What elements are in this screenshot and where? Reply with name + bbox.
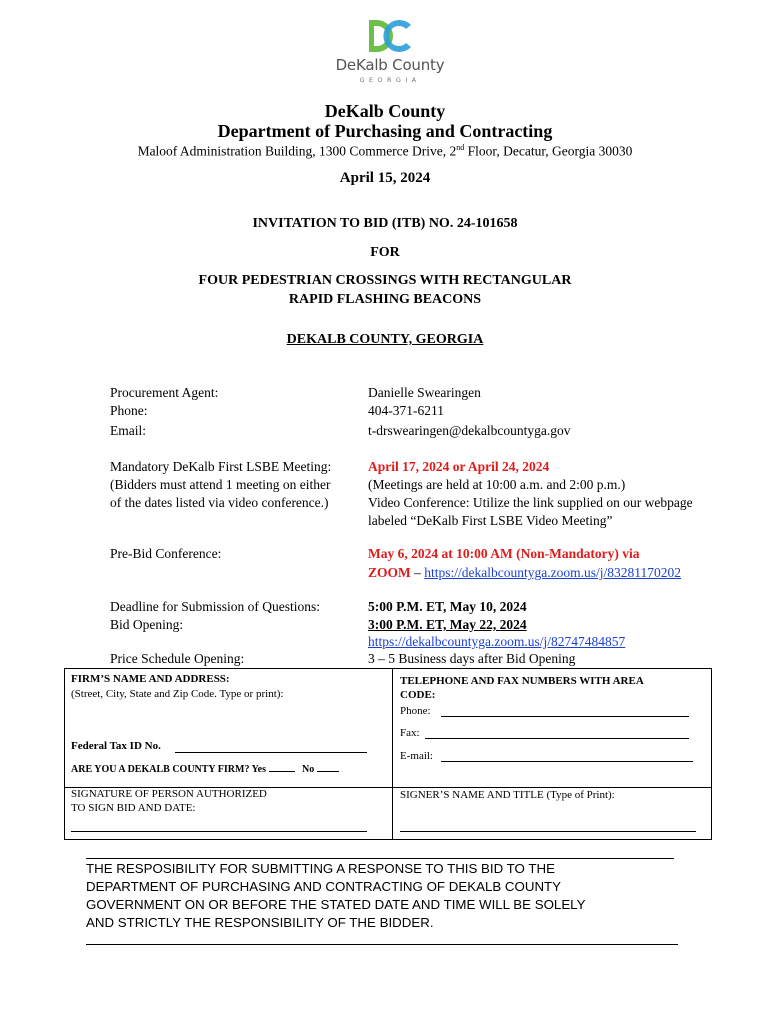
firm-name-label: FIRM’S NAME AND ADDRESS: bbox=[71, 673, 230, 685]
yes-field[interactable] bbox=[269, 762, 295, 772]
questions-label: Deadline for Submission of Questions: bbox=[110, 599, 320, 614]
price-opening: 3 – 5 Business days after Bid Opening bbox=[368, 651, 576, 666]
lsbe-label-line3: of the dates listed via video conference.) bbox=[110, 495, 329, 510]
tel-fax-label-line2: CODE: bbox=[400, 689, 436, 701]
signature-label-line1: SIGNATURE OF PERSON AUTHORIZED bbox=[71, 788, 267, 800]
prebid-label: Pre-Bid Conference: bbox=[110, 546, 222, 561]
price-label: Price Schedule Opening: bbox=[110, 651, 245, 666]
lsbe-label-line2: (Bidders must attend 1 meeting on either bbox=[110, 477, 331, 492]
signature-field[interactable] bbox=[71, 831, 367, 832]
email-field-label: E-mail: bbox=[400, 750, 433, 762]
dc-logo-icon bbox=[367, 18, 413, 54]
lsbe-video-line2: labeled “DeKalb First LSBE Video Meeting” bbox=[368, 513, 613, 528]
logo-county-text: DeKalb County bbox=[335, 56, 445, 74]
lsbe-dates: April 17, 2024 or April 24, 2024 bbox=[368, 459, 550, 474]
project-title-line2: RAPID FLASHING BEACONS bbox=[288, 292, 482, 307]
tax-id-label: Federal Tax ID No. bbox=[71, 740, 161, 752]
lsbe-times: (Meetings are held at 10:00 a.m. and 2:00 p.m.) bbox=[368, 477, 626, 492]
tel-fax-label-line1: TELEPHONE AND FAX NUMBERS WITH AREA bbox=[400, 675, 644, 687]
signer-name-field[interactable] bbox=[400, 831, 696, 832]
email-field[interactable] bbox=[441, 761, 693, 762]
fax-field-label: Fax: bbox=[400, 727, 420, 739]
agent-email[interactable]: t-drswearingen@dekalbcountyga.gov bbox=[368, 423, 571, 438]
bidder-info-form bbox=[64, 668, 712, 840]
project-title-line1: FOUR PEDESTRIAN CROSSINGS WITH RECTANGULAR bbox=[198, 273, 572, 288]
questions-deadline: 5:00 P.M. ET, May 10, 2024 bbox=[368, 599, 527, 614]
no-field[interactable] bbox=[317, 762, 339, 772]
firm-address-hint: (Street, City, State and Zip Code. Type or print): bbox=[71, 688, 284, 700]
prebid-zoom-link[interactable]: https://dekalbcountyga.zoom.us/j/83281170202 bbox=[424, 565, 681, 580]
opening-label: Bid Opening: bbox=[110, 617, 184, 632]
agent-phone: 404-371-6211 bbox=[368, 403, 444, 418]
email-label: Email: bbox=[110, 423, 146, 438]
bid-opening-zoom-link[interactable]: https://dekalbcountyga.zoom.us/j/82747484857 bbox=[368, 634, 626, 649]
signature-label-line2: TO SIGN BID AND DATE: bbox=[71, 802, 196, 814]
for-label: FOR bbox=[370, 245, 400, 260]
fax-field[interactable] bbox=[425, 738, 689, 739]
zoom-label: ZOOM bbox=[368, 565, 411, 580]
bid-opening-link-line bbox=[368, 633, 625, 651]
location-heading: DEKALB COUNTY, GEORGIA bbox=[286, 332, 484, 347]
phone-field[interactable] bbox=[441, 716, 689, 717]
phone-field-label: Phone: bbox=[400, 705, 431, 717]
dekalb-logo bbox=[330, 14, 450, 88]
phone-label: Phone: bbox=[110, 403, 148, 418]
prebid-value: May 6, 2024 at 10:00 AM (Non-Mandatory) via bbox=[368, 546, 640, 561]
agent-name: Danielle Swearingen bbox=[368, 385, 481, 400]
county-heading: DeKalb County bbox=[324, 101, 446, 121]
tax-id-field[interactable] bbox=[175, 752, 367, 753]
top-divider bbox=[86, 858, 674, 859]
bid-opening-time: 3:00 P.M. ET, May 22, 2024 bbox=[368, 617, 527, 632]
address-line: Maloof Administration Building, 1300 Commerce Drive, 2nd Floor, Decatur, Georgia 30030 bbox=[137, 143, 633, 159]
issue-date: April 15, 2024 bbox=[339, 170, 431, 186]
bottom-divider bbox=[86, 944, 678, 945]
signer-name-label: SIGNER’S NAME AND TITLE (Type of Print): bbox=[400, 789, 615, 801]
prebid-zoom-line: ZOOM – https://dekalbcountyga.zoom.us/j/83281170202 bbox=[368, 565, 681, 580]
lsbe-video-line1: Video Conference: Utilize the link supplied on our webpage bbox=[368, 495, 693, 510]
logo-state-text: GEORGIA bbox=[359, 76, 421, 84]
agent-label: Procurement Agent: bbox=[110, 385, 219, 400]
lsbe-label-line1: Mandatory DeKalb First LSBE Meeting: bbox=[110, 459, 332, 474]
department-heading: Department of Purchasing and Contracting bbox=[217, 121, 553, 141]
responsibility-notice: THE RESPOSIBILITY FOR SUBMITTING A RESPONSE TO THIS BID TO THE DEPARTMENT OF PURCHASING AND CONTRACTING OF DEKALB COUNTY GOVERNMENT ON OR BEFORE THE STATED DATE AND TIME WILL BE SOLELY AND STRICTLY THE RESPONSIBILITY OF THE BIDDER. bbox=[86, 861, 586, 930]
dekalb-firm-question: ARE YOU A DEKALB COUNTY FIRM? Yes No bbox=[71, 762, 339, 776]
itb-number: INVITATION TO BID (ITB) NO. 24-101658 bbox=[252, 216, 518, 231]
